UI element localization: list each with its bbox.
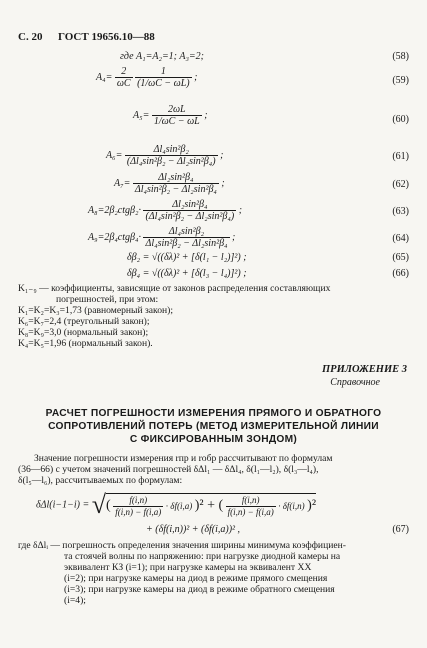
page-number: С. 20 — [18, 31, 43, 43]
equation-number-66: (66) — [392, 268, 409, 279]
equation-67-line-2: + (δf(i,n))² + (δf(i,a))² , — [146, 524, 241, 535]
equation-67: δΔl(i−1−i) = √( $\frac{f(i,n)}{f(i,n) - f(i,a)}$ · δf(i,a) )² + ( $\frac{f(i,n)}{f(i,n) - f(i,a)}$ · δf(i,n) )² — [36, 490, 317, 519]
appendix-title: ПРИЛОЖЕНИЕ 3 — [322, 364, 407, 375]
equation-65: δβ₂ = √((δλ)² + [δ(l₁ − l₂)]²) ; — [127, 252, 247, 263]
equation-62: A₇= $\frac{\text{Δl₂sin²β₄}}{\text{Δl₄sin²β₂ − Δl₂sin²β₄}}$ ; — [114, 172, 225, 195]
where-line-5: (i=3); при нагрузке камеры на диод в режиме обратного смещения — [64, 584, 335, 595]
equation-66: δβ₄ = √((δλ)² + [δ(l₃ − l₄)]²) ; — [127, 268, 247, 279]
equation-60: A₅= $\frac{2\omega L}{1/\omega C - \omega L}$ ; — [133, 104, 208, 127]
equation-64: A₉=2β₄ctgβ₄· $\frac{\text{Δl₄sin²β₂}}{\text{Δl₄sin²β₂ − Δl₂sin²β₄}}$ ; — [88, 226, 236, 249]
equation-58: где A₁=A₂=1; A₃=2; — [120, 51, 204, 62]
equation-number-67: (67) — [392, 524, 409, 535]
section-title-line-1: РАСЧЕТ ПОГРЕШНОСТИ ИЗМЕРЕНИЯ ПРЯМОГО И ОБРАТНОГО — [45, 408, 382, 419]
coefficients-line-1: K₁₋₉ — коэффициенты, зависящие от законов распределения составляющих — [18, 283, 331, 294]
equation-63: A₈=2β₂ctgβ₂· $\frac{\text{Δl₂sin²β₄}}{\text{(Δl₄sin²β₂ − Δl₂sin²β₄)}}$ ; — [88, 199, 243, 222]
coefficient-item: K₈=K₉=3,0 (нормальный закон); — [18, 327, 149, 338]
equation-number-61: (61) — [392, 151, 409, 162]
coefficient-item: K₆=K₇=2,4 (треугольный закон); — [18, 316, 150, 327]
equation-number-59: (59) — [392, 75, 409, 86]
where-line-1: где δΔlᵢ — погрешность определения значения ширины минимума коэффициен- — [18, 540, 346, 551]
coefficient-item: K₄=K₅=1,96 (нормальный закон). — [18, 338, 153, 349]
standard-code: ГОСТ 19656.10—88 — [58, 31, 155, 43]
where-line-3: эквивалент КЗ (i=1); при нагрузке камеры на эквивалент ХХ — [64, 562, 312, 573]
intro-line-1: Значение погрешности измерения rпр и rобр рассчитывают по формулам — [34, 453, 333, 464]
equation-59: A₄= $\frac{2}{\omega C}$ $\frac{1}{(1/\omega C - \omega L)}$ ; — [96, 66, 198, 89]
where-line-6: (i=4); — [64, 595, 86, 606]
equation-61: A₆= $\frac{\text{Δl₄sin²β₂}}{\text{(Δl₄sin²β₂ − Δl₂sin²β₄)}}$ ; — [106, 144, 224, 167]
coefficients-line-2: погрешностей, при этом: — [56, 294, 159, 305]
equation-number-58: (58) — [392, 51, 409, 62]
appendix-subtitle: Справочное — [330, 377, 380, 388]
equation-number-65: (65) — [392, 252, 409, 263]
where-line-2: та стоячей волны по напряжению: при нагрузке диодной камеры на — [64, 551, 341, 562]
where-line-4: (i=2); при нагрузке камеры на диод в режиме прямого смещения — [64, 573, 328, 584]
equation-number-60: (60) — [392, 114, 409, 125]
equation-number-64: (64) — [392, 233, 409, 244]
section-title-line-2: СОПРОТИВЛЕНИЙ ПОТЕРЬ (МЕТОД ИЗМЕРИТЕЛЬНОЙ ЛИНИИ — [48, 421, 379, 432]
section-title-line-3: С ФИКСИРОВАННЫМ ЗОНДОМ) — [129, 434, 298, 445]
intro-line-2: (36—66) с учетом значений погрешностей δΔl₁ — δΔl₄, δ(l₁—l₂), δ(l₃—l₄), — [18, 464, 319, 475]
coefficient-item: K₁=K₂=K₃=1,73 (равномерный закон); — [18, 305, 174, 316]
equation-number-62: (62) — [392, 179, 409, 190]
equation-number-63: (63) — [392, 206, 409, 217]
intro-line-3: δ(l₅—l₆), рассчитываемых по формулам: — [18, 475, 183, 486]
